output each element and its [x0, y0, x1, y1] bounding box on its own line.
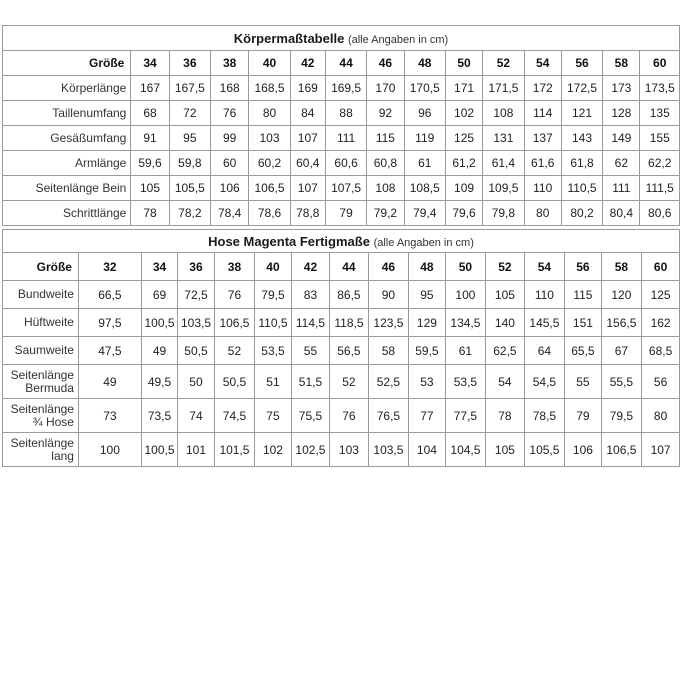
table-cell: 100	[78, 433, 141, 467]
table-row	[3, 433, 680, 467]
table-cell: 49	[141, 337, 177, 365]
row-label: Gesäßumfang	[3, 126, 131, 151]
table-cell: 52	[330, 365, 368, 399]
table1-size-cell: 46	[367, 51, 404, 76]
table-row	[3, 399, 680, 433]
table-cell: 151	[565, 309, 601, 337]
table1-size-cell: 48	[404, 51, 445, 76]
table-cell: 96	[404, 101, 445, 126]
table-cell: 173	[603, 76, 640, 101]
table-cell: 88	[325, 101, 366, 126]
row-label: Armlänge	[3, 151, 131, 176]
table-cell: 105,5	[524, 433, 565, 467]
table-cell: 78,6	[249, 201, 290, 226]
table-cell: 105	[131, 176, 169, 201]
table-cell: 58	[368, 337, 409, 365]
table-cell: 74,5	[214, 399, 255, 433]
table1-size-cell: 58	[603, 51, 640, 76]
table-cell: 110	[524, 281, 565, 309]
table-cell: 50,5	[178, 337, 214, 365]
table-cell: 49	[78, 365, 141, 399]
table-cell: 110,5	[561, 176, 602, 201]
table-cell: 50	[178, 365, 214, 399]
table-cell: 61,2	[445, 151, 482, 176]
table-cell: 108,5	[404, 176, 445, 201]
table-cell: 102	[255, 433, 291, 467]
table-row	[3, 126, 680, 151]
table-cell: 78,2	[169, 201, 210, 226]
table-cell: 109	[445, 176, 482, 201]
table-cell: 79,5	[255, 281, 291, 309]
table2-size-cell: 54	[524, 253, 565, 281]
table-cell: 169	[290, 76, 325, 101]
table-cell: 106,5	[601, 433, 642, 467]
table-row	[3, 281, 680, 309]
table-cell: 101,5	[214, 433, 255, 467]
table-cell: 80	[524, 201, 561, 226]
table-cell: 140	[486, 309, 524, 337]
table-cell: 162	[642, 309, 680, 337]
row-label: Hüftweite	[3, 309, 79, 337]
table2-title: Hose Magenta Fertigmaße	[208, 233, 370, 249]
table1-size-cell: 60	[640, 51, 680, 76]
table-cell: 111,5	[640, 176, 680, 201]
table-cell: 137	[524, 126, 561, 151]
row-label: Seitenlänge ¾ Hose	[3, 399, 79, 433]
table-cell: 125	[642, 281, 680, 309]
table2-size-cell: 44	[330, 253, 368, 281]
table-cell: 54	[486, 365, 524, 399]
table-cell: 121	[561, 101, 602, 126]
table-cell: 111	[325, 126, 366, 151]
table-cell: 79,2	[367, 201, 404, 226]
table-cell: 76,5	[368, 399, 409, 433]
table-cell: 60,2	[249, 151, 290, 176]
table-cell: 66,5	[78, 281, 141, 309]
table-row	[3, 337, 680, 365]
row-label: Schrittlänge	[3, 201, 131, 226]
table-row	[3, 151, 680, 176]
row-label: Körperlänge	[3, 76, 131, 101]
table-cell: 102,5	[291, 433, 329, 467]
table2-title-cell	[3, 230, 680, 253]
table1-header-row	[3, 51, 680, 76]
table-cell: 106	[211, 176, 249, 201]
table-cell: 123,5	[368, 309, 409, 337]
table2-size-cell: 58	[601, 253, 642, 281]
table1-size-cell: 42	[290, 51, 325, 76]
table-cell: 50,5	[214, 365, 255, 399]
table-cell: 101	[178, 433, 214, 467]
table-cell: 56	[642, 365, 680, 399]
table-cell: 97,5	[78, 309, 141, 337]
table-cell: 103	[249, 126, 290, 151]
table-cell: 120	[601, 281, 642, 309]
table2-size-cell: 56	[565, 253, 601, 281]
table-cell: 99	[211, 126, 249, 151]
table-cell: 51,5	[291, 365, 329, 399]
table-cell: 49,5	[141, 365, 177, 399]
table1-size-header: Größe	[3, 51, 131, 76]
table-cell: 105	[486, 281, 524, 309]
table1-title-cell	[3, 26, 680, 51]
table-cell: 75,5	[291, 399, 329, 433]
table-cell: 105	[486, 433, 524, 467]
table-row	[3, 176, 680, 201]
table-cell: 68	[131, 101, 169, 126]
table-cell: 74	[178, 399, 214, 433]
table-cell: 80,4	[603, 201, 640, 226]
table1-size-cell: 54	[524, 51, 561, 76]
table-cell: 107	[290, 176, 325, 201]
table-cell: 80,2	[561, 201, 602, 226]
table-cell: 106,5	[249, 176, 290, 201]
table-cell: 107,5	[325, 176, 366, 201]
table-cell: 79,8	[483, 201, 524, 226]
table-cell: 78,5	[524, 399, 565, 433]
table-cell: 155	[640, 126, 680, 151]
table-cell: 114,5	[291, 309, 329, 337]
table2-size-cell: 48	[409, 253, 445, 281]
table-cell: 76	[214, 281, 255, 309]
table-cell: 86,5	[330, 281, 368, 309]
table2-size-cell: 52	[486, 253, 524, 281]
hose-magenta-table	[2, 229, 680, 467]
table-cell: 143	[561, 126, 602, 151]
table-cell: 149	[603, 126, 640, 151]
table-cell: 168,5	[249, 76, 290, 101]
table-cell: 76	[211, 101, 249, 126]
table-cell: 145,5	[524, 309, 565, 337]
table1-size-cell: 36	[169, 51, 210, 76]
table-cell: 83	[291, 281, 329, 309]
table-cell: 61	[445, 337, 486, 365]
table-cell: 167	[131, 76, 169, 101]
table-cell: 68,5	[642, 337, 680, 365]
table-cell: 79	[325, 201, 366, 226]
table1-size-cell: 34	[131, 51, 169, 76]
table-cell: 78	[486, 399, 524, 433]
table-cell: 80	[249, 101, 290, 126]
row-label: Saumweite	[3, 337, 79, 365]
table-cell: 100,5	[141, 309, 177, 337]
table2-size-cell: 38	[214, 253, 255, 281]
table-cell: 77	[409, 399, 445, 433]
table-cell: 156,5	[601, 309, 642, 337]
table-cell: 72	[169, 101, 210, 126]
koerpermass-table	[2, 25, 680, 226]
table-cell: 84	[290, 101, 325, 126]
table-cell: 62,5	[486, 337, 524, 365]
table-row	[3, 201, 680, 226]
table-cell: 104,5	[445, 433, 486, 467]
table1-size-cell: 52	[483, 51, 524, 76]
table-cell: 103	[330, 433, 368, 467]
table-cell: 91	[131, 126, 169, 151]
table-cell: 106	[565, 433, 601, 467]
row-label: Seitenlänge lang	[3, 433, 79, 467]
table1-size-cell: 50	[445, 51, 482, 76]
table-cell: 55,5	[601, 365, 642, 399]
table-cell: 59,8	[169, 151, 210, 176]
table-cell: 73,5	[141, 399, 177, 433]
table-cell: 67	[601, 337, 642, 365]
table-cell: 80	[642, 399, 680, 433]
table-cell: 119	[404, 126, 445, 151]
table-cell: 61,8	[561, 151, 602, 176]
table-cell: 90	[368, 281, 409, 309]
table-cell: 79,6	[445, 201, 482, 226]
table-cell: 55	[291, 337, 329, 365]
table-cell: 169,5	[325, 76, 366, 101]
table-cell: 111	[603, 176, 640, 201]
table2-size-cell: 34	[141, 253, 177, 281]
table2-size-cell: 42	[291, 253, 329, 281]
table-cell: 167,5	[169, 76, 210, 101]
table-cell: 92	[367, 101, 404, 126]
table1-title: Körpermaßtabelle	[233, 30, 345, 46]
row-label: Taillenumfang	[3, 101, 131, 126]
table-cell: 110,5	[255, 309, 291, 337]
table-cell: 106,5	[214, 309, 255, 337]
table-cell: 115	[565, 281, 601, 309]
table-cell: 60	[211, 151, 249, 176]
table-cell: 103,5	[178, 309, 214, 337]
table-cell: 95	[169, 126, 210, 151]
table-cell: 53	[409, 365, 445, 399]
table-row	[3, 76, 680, 101]
table2-size-cell: 46	[368, 253, 409, 281]
table-cell: 105,5	[169, 176, 210, 201]
table-cell: 79,4	[404, 201, 445, 226]
table-cell: 173,5	[640, 76, 680, 101]
table-cell: 62	[603, 151, 640, 176]
table-cell: 51	[255, 365, 291, 399]
table-cell: 55	[565, 365, 601, 399]
table-cell: 171	[445, 76, 482, 101]
table-cell: 52	[214, 337, 255, 365]
table-cell: 131	[483, 126, 524, 151]
table-cell: 59,6	[131, 151, 169, 176]
table2-size-cell: 60	[642, 253, 680, 281]
table-cell: 125	[445, 126, 482, 151]
table-cell: 60,8	[367, 151, 404, 176]
table2-size-cell: 36	[178, 253, 214, 281]
table-row	[3, 365, 680, 399]
table-cell: 61,6	[524, 151, 561, 176]
table2-note: (alle Angaben in cm)	[373, 236, 474, 249]
table-cell: 118,5	[330, 309, 368, 337]
table-cell: 75	[255, 399, 291, 433]
table-cell: 69	[141, 281, 177, 309]
table-cell: 79	[565, 399, 601, 433]
table-cell: 172	[524, 76, 561, 101]
table-cell: 59,5	[409, 337, 445, 365]
table-cell: 115	[367, 126, 404, 151]
table-cell: 52,5	[368, 365, 409, 399]
table-cell: 56,5	[330, 337, 368, 365]
table1-size-cell: 40	[249, 51, 290, 76]
table1-size-cell: 44	[325, 51, 366, 76]
table-cell: 171,5	[483, 76, 524, 101]
table-cell: 73	[78, 399, 141, 433]
table-cell: 107	[290, 126, 325, 151]
table-cell: 77,5	[445, 399, 486, 433]
table-cell: 128	[603, 101, 640, 126]
table-cell: 100,5	[141, 433, 177, 467]
table-cell: 109,5	[483, 176, 524, 201]
table-cell: 107	[642, 433, 680, 467]
table2-size-cell: 50	[445, 253, 486, 281]
table-cell: 95	[409, 281, 445, 309]
table-cell: 104	[409, 433, 445, 467]
table-cell: 61,4	[483, 151, 524, 176]
table1-note: (alle Angaben in cm)	[347, 33, 449, 46]
table1-size-cell: 38	[211, 51, 249, 76]
table-cell: 129	[409, 309, 445, 337]
table-cell: 76	[330, 399, 368, 433]
table-cell: 108	[483, 101, 524, 126]
table-cell: 53,5	[255, 337, 291, 365]
table-row	[3, 309, 680, 337]
table2-header-row	[3, 253, 680, 281]
table-cell: 53,5	[445, 365, 486, 399]
table-cell: 80,6	[640, 201, 680, 226]
table-cell: 78,8	[290, 201, 325, 226]
table2-size-cell: 40	[255, 253, 291, 281]
row-label: Seitenlänge Bermuda	[3, 365, 79, 399]
table-cell: 62,2	[640, 151, 680, 176]
table-cell: 170,5	[404, 76, 445, 101]
table2-size-header: Größe	[3, 253, 79, 281]
table-row	[3, 101, 680, 126]
table-cell: 65,5	[565, 337, 601, 365]
table-cell: 100	[445, 281, 486, 309]
table-cell: 54,5	[524, 365, 565, 399]
table-cell: 103,5	[368, 433, 409, 467]
row-label: Bundweite	[3, 281, 79, 309]
table-cell: 172,5	[561, 76, 602, 101]
table-cell: 170	[367, 76, 404, 101]
table-cell: 78	[131, 201, 169, 226]
table1-size-cell: 56	[561, 51, 602, 76]
table-cell: 108	[367, 176, 404, 201]
table-cell: 61	[404, 151, 445, 176]
table-cell: 168	[211, 76, 249, 101]
table-cell: 78,4	[211, 201, 249, 226]
table-cell: 60,4	[290, 151, 325, 176]
row-label: Seitenlänge Bein	[3, 176, 131, 201]
table-cell: 114	[524, 101, 561, 126]
table-cell: 110	[524, 176, 561, 201]
table-cell: 102	[445, 101, 482, 126]
table-cell: 72,5	[178, 281, 214, 309]
table-cell: 79,5	[601, 399, 642, 433]
table-cell: 64	[524, 337, 565, 365]
table2-size-cell: 32	[78, 253, 141, 281]
table-cell: 134,5	[445, 309, 486, 337]
table-cell: 135	[640, 101, 680, 126]
table-cell: 60,6	[325, 151, 366, 176]
table-cell: 47,5	[78, 337, 141, 365]
